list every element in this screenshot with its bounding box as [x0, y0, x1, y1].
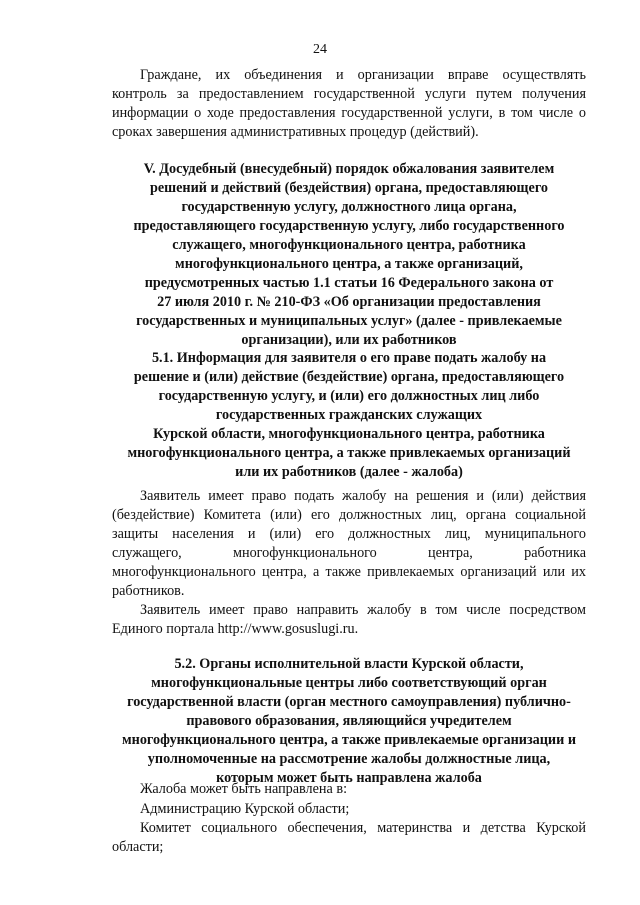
heading-line: решение и (или) действие (бездействие) органа, предоставляющего [133, 369, 565, 385]
paragraph-administration [112, 800, 586, 819]
heading-line: предусмотренных частью 1.1 статьи 16 Федерального закона от [144, 275, 554, 291]
heading-line: или их работников (далее - жалоба) [235, 464, 463, 480]
heading-line: 5.1. Информация для заявителя о его праве подать жалобу на [151, 350, 547, 366]
heading-line: V. Досудебный (внесудебный) порядок обжалования заявителем [143, 161, 555, 177]
heading-line: многофункционального центра, а также привлекаемые организации и [122, 732, 576, 748]
section-5-1-heading [112, 349, 586, 482]
text-line: Граждане, их объединения и организации вправе осуществлять [140, 67, 586, 83]
heading-line: решений и действий (бездействия) органа, предоставляющего [149, 180, 549, 196]
heading-line: многофункционального центра, а также привлекаемых организаций [127, 445, 571, 461]
text-line: Комитет социального обеспечения, материнства и детства Курской [140, 820, 586, 836]
text-line: контроль за предоставлением государственной услуги путем получения [112, 86, 586, 102]
heading-line: служащего, многофункционального центра, работника [172, 237, 526, 253]
page-number: 24 [313, 42, 327, 57]
heading-line: Курской области, многофункционального центра, работника [153, 426, 545, 442]
heading-line: правового образования, являющийся учредителем [186, 713, 512, 729]
section-v-heading [112, 160, 586, 350]
paragraph-control [112, 66, 586, 142]
text-line: защиты населения и (или) его должностных лиц, муниципального [112, 526, 586, 542]
text-line: Администрацию Курской области; [140, 801, 350, 817]
text-line: Заявитель имеет право направить жалобу в том числе посредством [140, 602, 586, 618]
heading-line: 5.2. Органы исполнительной власти Курской области, [174, 656, 524, 672]
paragraph-right-to-complain [112, 487, 586, 601]
paragraph-complaint-recipients [112, 780, 586, 799]
heading-line: которым может быть направлена жалоба [216, 770, 482, 786]
heading-line: уполномоченные на рассмотрение жалобы должностные лица, [147, 751, 551, 767]
text-line: области; [112, 839, 164, 855]
text-line: служащего, многофункционального центра, работника [112, 545, 586, 561]
heading-line: государственную услугу, должностного лица органа, [181, 199, 517, 215]
heading-line: организации), или их работников [241, 332, 457, 348]
text-line: Единого портала http://www.gosuslugi.ru. [112, 621, 359, 637]
heading-line: государственную услугу, и (или) его должностных лиц либо [158, 388, 540, 404]
paragraph-portal [112, 601, 586, 639]
heading-line: предоставляющего государственную услугу, либо государственного [133, 218, 565, 234]
section-5-2-heading [112, 655, 586, 788]
heading-line: многофункционального центра, а также организаций, [175, 256, 523, 272]
text-line: (бездействие) Комитета (или) его должностных лиц, органа социальной [112, 507, 586, 523]
text-line: Заявитель имеет право подать жалобу на решения и (или) действия [140, 488, 586, 504]
heading-line: государственных гражданских служащих [215, 407, 483, 423]
text-line: Жалоба может быть направлена в: [140, 781, 348, 797]
heading-line: 27 июля 2010 г. № 210-ФЗ «Об организации предоставления [157, 294, 541, 310]
paragraph-committee [112, 819, 586, 857]
text-line: сроках завершения административных процедур (действий). [112, 124, 479, 140]
heading-line: государственной власти (орган местного самоуправления) публично- [127, 694, 571, 710]
text-line: многофункционального центра, а также привлекаемых организаций или их [112, 564, 586, 580]
text-line: информации о ходе предоставления государственной услуги, в том числе о [112, 105, 586, 121]
heading-line: государственных и муниципальных услуг» (далее - привлекаемые [136, 313, 562, 329]
text-line: работников. [112, 583, 185, 599]
heading-line: многофункциональные центры либо соответствующий орган [151, 675, 547, 691]
